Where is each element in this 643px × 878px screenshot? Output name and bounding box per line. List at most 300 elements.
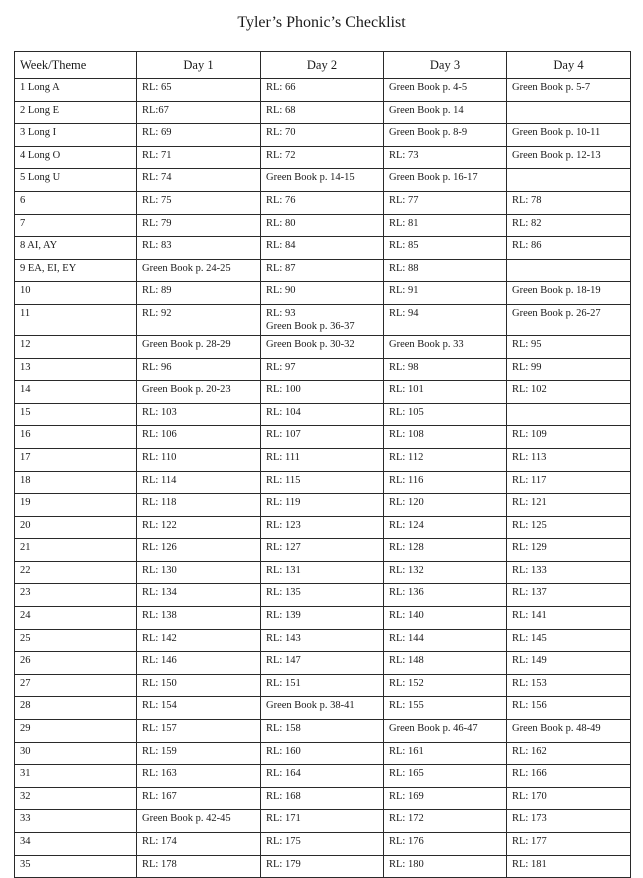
day-2-cell-text: RL: 151 <box>266 677 301 689</box>
week-theme-cell <box>15 335 137 358</box>
day-2-cell-text: RL: 115 <box>266 474 301 486</box>
day-4-cell <box>507 516 631 539</box>
table-row <box>15 629 631 652</box>
day-2-cell-text: RL: 87 <box>266 262 296 274</box>
day-1-cell <box>137 742 261 765</box>
day-4-cell-text: RL: 170 <box>512 790 547 802</box>
day-2-cell <box>261 810 384 833</box>
week-theme-cell-text: 18 <box>20 474 31 486</box>
day-3-cell <box>384 259 507 282</box>
day-1-cell <box>137 403 261 426</box>
day-2-cell <box>261 516 384 539</box>
day-3-cell <box>384 358 507 381</box>
week-theme-cell <box>15 426 137 449</box>
week-theme-cell <box>15 448 137 471</box>
day-2-cell-text: RL: 158 <box>266 723 301 735</box>
day-4-cell <box>507 539 631 562</box>
day-2-cell <box>261 101 384 124</box>
week-theme-cell-text: 25 <box>20 632 31 644</box>
day-3-cell-text: RL: 94 <box>389 307 419 319</box>
day-1-cell <box>137 516 261 539</box>
day-2-cell <box>261 833 384 856</box>
day-2-cell-text: RL: 131 <box>266 564 301 576</box>
table-row <box>15 652 631 675</box>
week-theme-cell <box>15 169 137 192</box>
day-4-cell <box>507 79 631 102</box>
day-4-cell <box>507 471 631 494</box>
day-1-cell <box>137 561 261 584</box>
day-4-cell-text: RL: 156 <box>512 700 547 712</box>
day-2-cell <box>261 214 384 237</box>
day-1-cell-text: RL: 69 <box>142 127 172 139</box>
day-4-cell <box>507 335 631 358</box>
table-row <box>15 237 631 260</box>
week-theme-cell <box>15 79 137 102</box>
day-2-cell <box>261 539 384 562</box>
table-row <box>15 765 631 788</box>
day-3-cell <box>384 335 507 358</box>
day-2-cell <box>261 381 384 404</box>
day-3-cell-text: RL: 155 <box>389 700 424 712</box>
week-theme-cell-text: 1 Long A <box>20 82 60 93</box>
day-1-cell <box>137 101 261 124</box>
day-3-cell <box>384 237 507 260</box>
table-row <box>15 539 631 562</box>
day-2-cell <box>261 403 384 426</box>
day-3-cell-text: RL: 77 <box>389 194 419 206</box>
day-3-cell <box>384 720 507 743</box>
week-theme-cell <box>15 494 137 517</box>
day-4-cell <box>507 169 631 192</box>
day-3-cell <box>384 146 507 169</box>
header-day-3: Day 3 <box>384 52 507 79</box>
day-2-cell-text: RL: 179 <box>266 858 301 870</box>
day-1-cell <box>137 191 261 214</box>
day-2-cell-text: RL: 147 <box>266 655 301 667</box>
table-row <box>15 426 631 449</box>
table-row <box>15 335 631 358</box>
week-theme-cell-text: 12 <box>20 338 31 350</box>
day-4-cell <box>507 697 631 720</box>
day-4-cell-text: RL: 173 <box>512 813 547 825</box>
day-3-cell <box>384 101 507 124</box>
day-3-cell-text: RL: 112 <box>389 451 424 463</box>
day-3-cell-text: RL: 105 <box>389 406 424 418</box>
day-4-cell-text: RL: 121 <box>512 497 547 509</box>
week-theme-cell-text: 4 Long O <box>20 149 61 161</box>
day-3-cell <box>384 282 507 305</box>
week-theme-cell-text: 27 <box>20 677 31 689</box>
day-1-cell <box>137 335 261 358</box>
day-2-cell-text: RL: 104 <box>266 406 301 418</box>
day-3-cell-text: RL: 180 <box>389 858 424 870</box>
day-2-cell-text: RL: 68 <box>266 104 296 116</box>
day-1-cell <box>137 674 261 697</box>
day-4-cell <box>507 720 631 743</box>
day-4-cell-text: RL: 95 <box>512 338 542 350</box>
day-1-cell <box>137 765 261 788</box>
day-1-cell-text: RL: 89 <box>142 285 172 297</box>
day-1-cell <box>137 629 261 652</box>
week-theme-cell <box>15 381 137 404</box>
day-4-cell-text: RL: 129 <box>512 542 547 554</box>
day-1-cell <box>137 720 261 743</box>
day-1-cell-text: RL: 163 <box>142 768 177 780</box>
day-4-cell-text: RL: 82 <box>512 217 542 229</box>
week-theme-cell <box>15 810 137 833</box>
week-theme-cell <box>15 259 137 282</box>
day-1-cell <box>137 259 261 282</box>
day-2-cell <box>261 124 384 147</box>
day-2-cell-text: RL: 97 <box>266 361 296 373</box>
day-1-cell <box>137 146 261 169</box>
day-2-cell-text: RL: 100 <box>266 384 301 396</box>
day-1-cell-text: RL: 79 <box>142 217 172 229</box>
week-theme-cell <box>15 124 137 147</box>
day-3-cell-text: RL: 165 <box>389 768 424 780</box>
week-theme-cell-text: 24 <box>20 610 31 622</box>
day-2-cell <box>261 765 384 788</box>
week-theme-cell <box>15 652 137 675</box>
day-4-cell <box>507 584 631 607</box>
day-3-cell <box>384 833 507 856</box>
day-3-cell-text: RL: 161 <box>389 745 424 757</box>
day-4-cell-text: RL: 133 <box>512 564 547 576</box>
day-4-cell <box>507 304 631 335</box>
week-theme-cell-text: 17 <box>20 451 31 463</box>
day-3-cell <box>384 697 507 720</box>
day-1-cell-text: RL: 114 <box>142 474 177 486</box>
day-4-cell-text: Green Book p. 48-49 <box>512 723 601 735</box>
day-3-cell-text: Green Book p. 33 <box>389 338 464 350</box>
day-3-cell <box>384 855 507 878</box>
day-4-cell <box>507 561 631 584</box>
day-1-cell <box>137 607 261 630</box>
day-4-cell-text: Green Book p. 26-27 <box>512 307 601 319</box>
day-1-cell <box>137 584 261 607</box>
week-theme-cell-text: 16 <box>20 429 31 441</box>
day-2-cell-text: RL: 84 <box>266 240 296 252</box>
day-4-cell-text: RL: 102 <box>512 384 547 396</box>
week-theme-cell <box>15 629 137 652</box>
day-2-cell <box>261 304 384 335</box>
day-1-cell-text: RL: 65 <box>142 82 172 93</box>
day-4-cell <box>507 742 631 765</box>
header-week-theme: Week/Theme <box>15 52 137 79</box>
day-3-cell-text: RL: 152 <box>389 677 424 689</box>
day-3-cell <box>384 516 507 539</box>
week-theme-cell <box>15 539 137 562</box>
day-1-cell-text: RL: 110 <box>142 451 177 463</box>
day-4-cell <box>507 674 631 697</box>
week-theme-cell-text: 9 EA, EI, EY <box>20 262 77 274</box>
day-1-cell <box>137 282 261 305</box>
day-3-cell <box>384 191 507 214</box>
day-4-cell <box>507 607 631 630</box>
day-4-cell <box>507 237 631 260</box>
day-3-cell <box>384 471 507 494</box>
week-theme-cell <box>15 855 137 878</box>
day-4-cell-text: Green Book p. 18-19 <box>512 285 601 297</box>
week-theme-cell <box>15 214 137 237</box>
table-row <box>15 833 631 856</box>
day-2-cell <box>261 607 384 630</box>
day-1-cell-text: RL: 83 <box>142 240 172 252</box>
day-2-cell <box>261 426 384 449</box>
day-2-cell-text: RL: 135 <box>266 587 301 599</box>
week-theme-cell <box>15 191 137 214</box>
table-row <box>15 282 631 305</box>
table-row <box>15 124 631 147</box>
day-3-cell-text: RL: 91 <box>389 285 419 297</box>
day-1-cell-text: Green Book p. 20-23 <box>142 384 231 396</box>
day-1-cell-text: RL:67 <box>142 104 169 116</box>
table-row <box>15 358 631 381</box>
day-3-cell <box>384 810 507 833</box>
day-2-cell-text: RL: 93 <box>266 307 296 319</box>
day-1-cell-text: RL: 157 <box>142 723 177 735</box>
week-theme-cell-text: 13 <box>20 361 31 373</box>
day-1-cell-text: RL: 154 <box>142 700 177 712</box>
day-4-cell-text: RL: 162 <box>512 745 547 757</box>
day-4-cell-text: RL: 137 <box>512 587 547 599</box>
day-3-cell-text: RL: 73 <box>389 149 419 161</box>
week-theme-cell-text: 22 <box>20 564 31 576</box>
week-theme-cell-text: 26 <box>20 655 31 667</box>
day-1-cell-text: RL: 159 <box>142 745 177 757</box>
day-3-cell <box>384 765 507 788</box>
week-theme-cell <box>15 674 137 697</box>
day-1-cell-text: RL: 92 <box>142 307 172 319</box>
week-theme-cell <box>15 742 137 765</box>
week-theme-cell-text: 15 <box>20 406 31 418</box>
week-theme-cell <box>15 471 137 494</box>
day-3-cell-text: RL: 81 <box>389 217 419 229</box>
day-4-cell-text: RL: 177 <box>512 836 547 847</box>
day-2-cell-text: RL: 143 <box>266 632 301 644</box>
day-3-cell <box>384 561 507 584</box>
week-theme-cell-text: 28 <box>20 700 31 712</box>
day-1-cell <box>137 79 261 102</box>
week-theme-cell-text: 5 Long U <box>20 172 61 184</box>
day-2-cell-text: RL: 111 <box>266 451 300 463</box>
day-4-cell <box>507 810 631 833</box>
header-row <box>15 52 631 79</box>
day-3-cell <box>384 426 507 449</box>
table-row <box>15 79 631 102</box>
day-1-cell-text: RL: 130 <box>142 564 177 576</box>
page-title: Tyler’s Phonic’s Checklist <box>237 14 406 31</box>
day-1-cell-text: RL: 122 <box>142 519 177 531</box>
week-theme-cell <box>15 516 137 539</box>
day-2-cell <box>261 191 384 214</box>
day-4-cell <box>507 403 631 426</box>
week-theme-cell-text: 2 Long E <box>20 104 60 116</box>
day-4-cell <box>507 765 631 788</box>
week-theme-cell-text: 21 <box>20 542 31 554</box>
day-1-cell-text: RL: 74 <box>142 172 172 184</box>
day-3-cell-text: Green Book p. 46-47 <box>389 723 478 735</box>
table-row <box>15 810 631 833</box>
day-2-cell-text: RL: 139 <box>266 610 301 622</box>
day-2-cell <box>261 146 384 169</box>
day-2-cell-text: Green Book p. 30-32 <box>266 338 355 350</box>
day-3-cell <box>384 304 507 335</box>
table-row <box>15 584 631 607</box>
table-row <box>15 448 631 471</box>
header-day-4: Day 4 <box>507 52 631 79</box>
table-row <box>15 720 631 743</box>
day-2-cell-text: RL: 164 <box>266 768 301 780</box>
day-1-cell <box>137 855 261 878</box>
day-3-cell <box>384 652 507 675</box>
week-theme-cell-text: 10 <box>20 285 31 297</box>
table-row <box>15 471 631 494</box>
table-row <box>15 259 631 282</box>
week-theme-cell <box>15 304 137 335</box>
week-theme-cell-text: 35 <box>20 858 31 870</box>
day-4-cell-text: RL: 78 <box>512 194 542 206</box>
day-1-cell-text: RL: 96 <box>142 361 172 373</box>
week-theme-cell <box>15 697 137 720</box>
day-3-cell-text: RL: 88 <box>389 262 419 274</box>
day-1-cell <box>137 810 261 833</box>
day-4-cell-text: RL: 117 <box>512 474 547 486</box>
week-theme-cell <box>15 358 137 381</box>
day-4-cell <box>507 381 631 404</box>
table-row <box>15 494 631 517</box>
day-4-cell <box>507 833 631 856</box>
day-1-cell <box>137 652 261 675</box>
day-4-cell <box>507 358 631 381</box>
day-1-cell-text: RL: 106 <box>142 429 177 441</box>
day-1-cell-text: RL: 150 <box>142 677 177 689</box>
day-1-cell-text: RL: 178 <box>142 858 177 870</box>
table-body <box>15 79 631 878</box>
day-1-cell-text: RL: 146 <box>142 655 177 667</box>
week-theme-cell-text: 8 AI, AY <box>20 240 58 252</box>
table-row <box>15 697 631 720</box>
day-3-cell-text: RL: 108 <box>389 429 424 441</box>
day-1-cell-text: RL: 126 <box>142 542 177 554</box>
week-theme-cell <box>15 607 137 630</box>
table-row <box>15 191 631 214</box>
day-3-cell-text: RL: 85 <box>389 240 419 252</box>
day-1-cell-text: RL: 134 <box>142 587 177 599</box>
day-4-cell-text: RL: 166 <box>512 768 547 780</box>
day-3-cell <box>384 629 507 652</box>
week-theme-cell-text: 30 <box>20 745 31 757</box>
day-3-cell-text: RL: 116 <box>389 474 424 486</box>
week-theme-cell-text: 29 <box>20 723 31 735</box>
day-3-cell-text: RL: 136 <box>389 587 424 599</box>
day-3-cell <box>384 539 507 562</box>
week-theme-cell <box>15 101 137 124</box>
day-2-cell-text: Green Book p. 14-15 <box>266 172 355 184</box>
day-1-cell-text: RL: 75 <box>142 194 172 206</box>
day-2-cell-text: RL: 80 <box>266 217 296 229</box>
day-4-cell-text: RL: 145 <box>512 632 547 644</box>
day-1-cell <box>137 833 261 856</box>
day-3-cell-text: Green Book p. 16-17 <box>389 172 478 184</box>
day-1-cell <box>137 539 261 562</box>
day-1-cell <box>137 358 261 381</box>
header-day-1: Day 1 <box>137 52 261 79</box>
week-theme-cell <box>15 282 137 305</box>
day-2-cell <box>261 79 384 102</box>
week-theme-cell-text: 3 Long I <box>20 127 57 139</box>
day-4-cell <box>507 629 631 652</box>
week-theme-cell <box>15 584 137 607</box>
day-2-cell-text: RL: 123 <box>266 519 301 531</box>
day-2-cell <box>261 494 384 517</box>
table-row <box>15 403 631 426</box>
header-day-2: Day 2 <box>261 52 384 79</box>
day-3-cell-text: RL: 132 <box>389 564 424 576</box>
week-theme-cell-text: 11 <box>20 307 31 319</box>
week-theme-cell-text: 20 <box>20 519 31 531</box>
day-4-cell-text: RL: 153 <box>512 677 547 689</box>
day-2-cell-text-2: Green Book p. 36-37 <box>266 320 355 332</box>
day-3-cell <box>384 79 507 102</box>
day-2-cell <box>261 720 384 743</box>
day-1-cell-text: RL: 167 <box>142 790 177 802</box>
day-2-cell <box>261 674 384 697</box>
day-1-cell <box>137 237 261 260</box>
day-3-cell-text: RL: 128 <box>389 542 424 554</box>
day-3-cell <box>384 494 507 517</box>
day-1-cell <box>137 448 261 471</box>
day-2-cell-text: RL: 66 <box>266 82 296 93</box>
day-1-cell <box>137 426 261 449</box>
checklist-table <box>14 51 631 878</box>
day-3-cell <box>384 214 507 237</box>
day-4-cell <box>507 652 631 675</box>
table-row <box>15 607 631 630</box>
day-4-cell <box>507 426 631 449</box>
day-2-cell <box>261 259 384 282</box>
day-2-cell-text: RL: 76 <box>266 194 296 206</box>
day-2-cell <box>261 335 384 358</box>
day-2-cell-text: RL: 107 <box>266 429 301 441</box>
day-4-cell <box>507 494 631 517</box>
table-row <box>15 516 631 539</box>
week-theme-cell <box>15 833 137 856</box>
table-row <box>15 561 631 584</box>
week-theme-cell-text: 32 <box>20 790 31 802</box>
table-row <box>15 742 631 765</box>
day-4-cell-text: RL: 86 <box>512 240 542 252</box>
day-2-cell-text: RL: 90 <box>266 285 296 297</box>
day-1-cell <box>137 494 261 517</box>
day-2-cell <box>261 855 384 878</box>
day-3-cell-text: Green Book p. 8-9 <box>389 127 468 139</box>
day-3-cell-text: Green Book p. 4-5 <box>389 82 468 93</box>
week-theme-cell-text: 7 <box>20 217 26 229</box>
day-2-cell <box>261 169 384 192</box>
day-3-cell <box>384 584 507 607</box>
day-3-cell-text: RL: 169 <box>389 790 424 802</box>
day-4-cell <box>507 214 631 237</box>
day-2-cell <box>261 629 384 652</box>
day-1-cell-text: RL: 138 <box>142 610 177 622</box>
day-4-cell-text: RL: 113 <box>512 451 547 463</box>
day-3-cell <box>384 124 507 147</box>
week-theme-cell-text: 33 <box>20 813 31 825</box>
table-row <box>15 304 631 335</box>
day-3-cell <box>384 381 507 404</box>
day-1-cell-text: RL: 118 <box>142 497 177 509</box>
